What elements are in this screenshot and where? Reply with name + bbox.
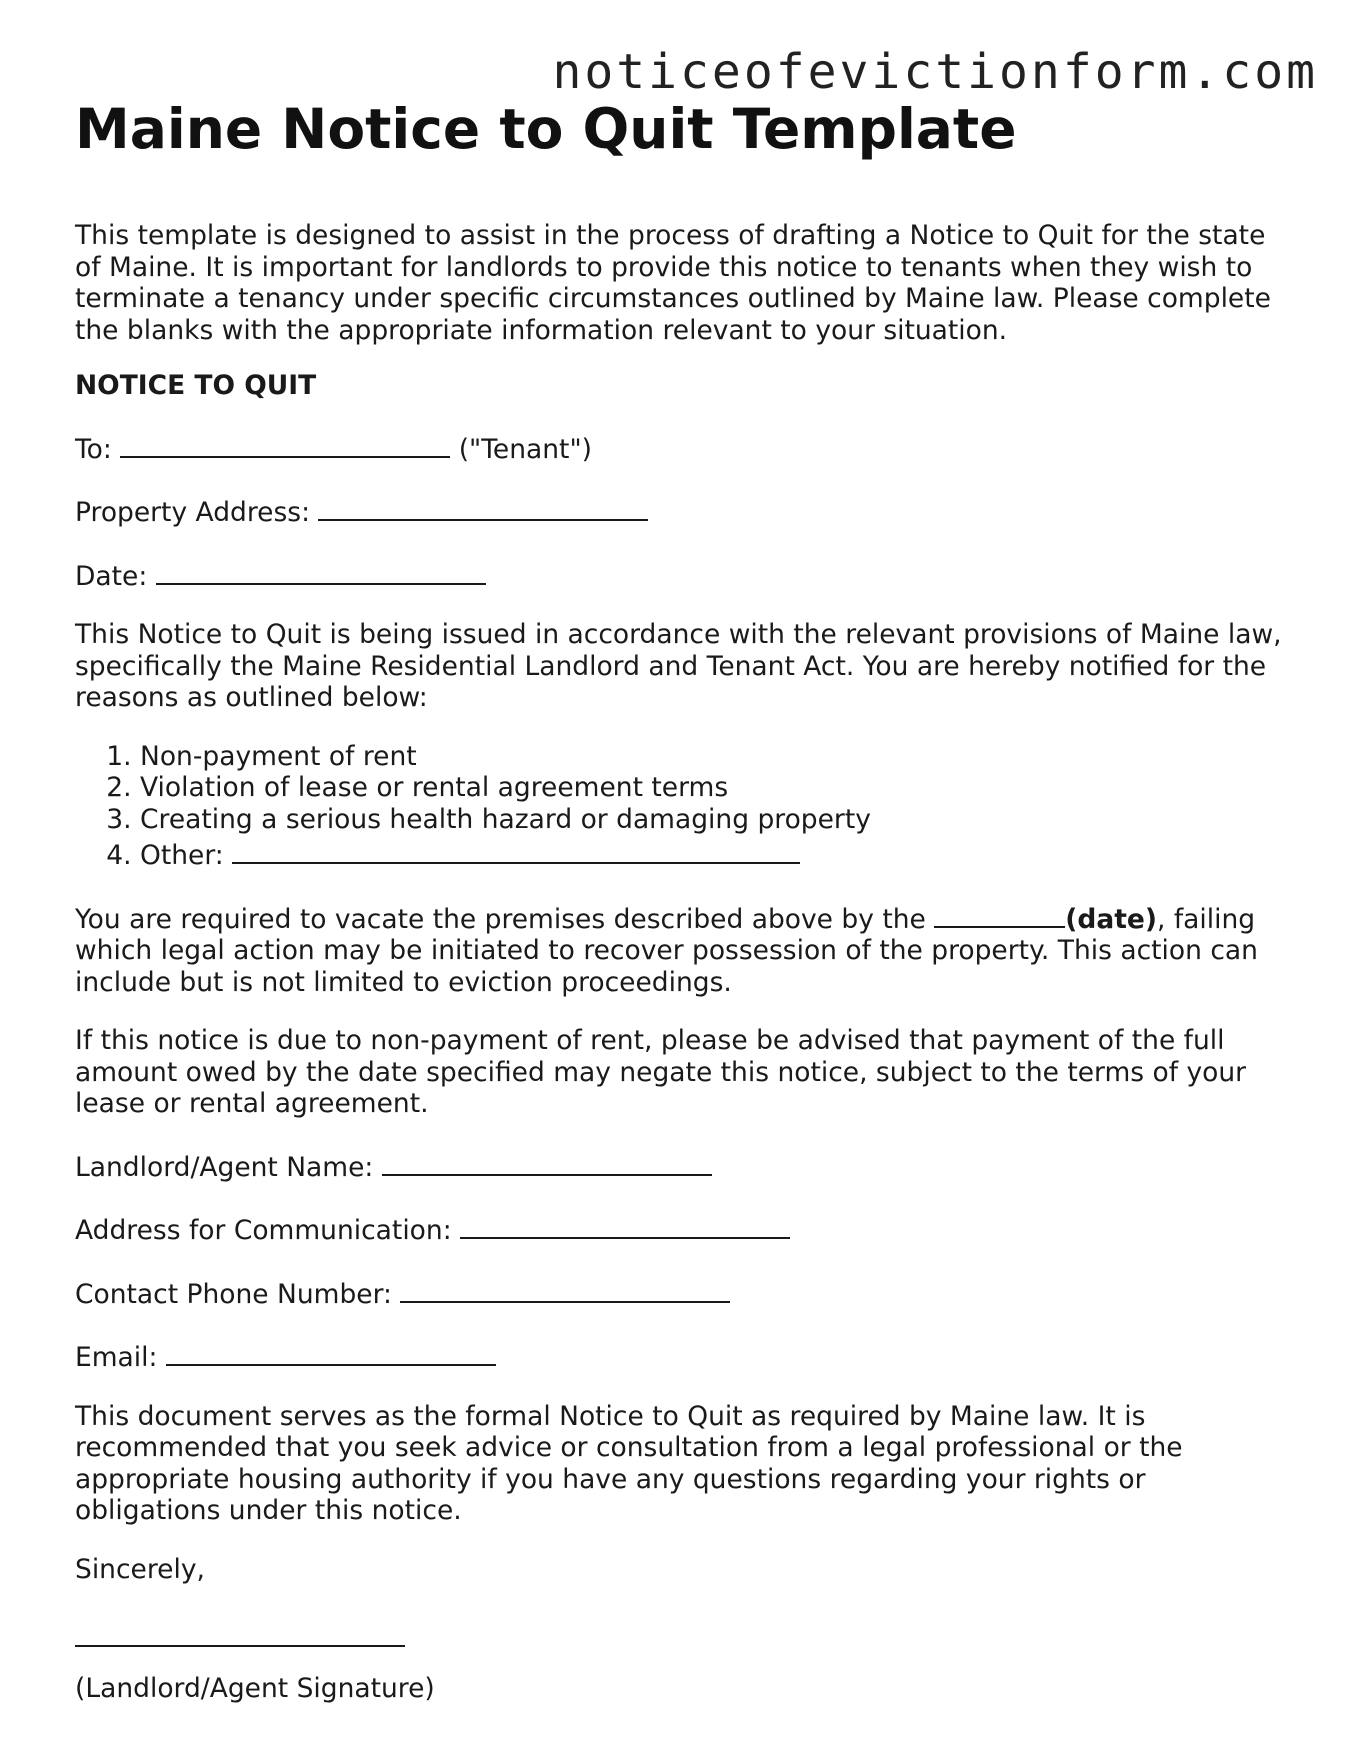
property-address-row [75, 492, 1290, 529]
vacate-date-blank[interactable] [934, 899, 1065, 928]
other-reason-blank[interactable] [232, 835, 800, 864]
contact-phone-label: Contact Phone Number: [75, 1278, 392, 1310]
document-page [75, 94, 1290, 1705]
vacate-text-after: , failing which legal action may be initiated to recover possession of the property. This action can include but is not limited to eviction proceedings. [75, 903, 1258, 998]
reason-item: 3. Creating a serious health hazard or damaging property [140, 804, 1290, 836]
communication-address-label: Address for Communication: [75, 1215, 452, 1246]
signature-label: (Landlord/Agent Signature) [75, 1673, 435, 1704]
landlord-name-label: Landlord/Agent Name: [75, 1151, 374, 1183]
signature-blank[interactable] [75, 1643, 405, 1647]
property-address-label: Property Address: [75, 497, 311, 528]
tenant-field-label: To: [75, 433, 112, 465]
vacate-text-before: You are required to vacate the premises described above by the [75, 903, 926, 935]
tenant-field-row [75, 429, 1290, 466]
email-blank[interactable] [166, 1337, 496, 1366]
intro-paragraph: This template is designed to assist in the process of drafting a Notice to Quit for the state of Maine. It is important for landlords to provide this notice to tenants when they wish to terminate a tenancy under specific circumstances outlined by Maine law. Please complete the blanks with the appropriate information relevant to your situation. [75, 220, 1271, 346]
issuance-paragraph: This Notice to Quit is being issued in accordance with the relevant provisions of Maine law, specifically the Maine Residential Landlord and Tenant Act. You are hereby notified for the reasons as outlined below: [75, 619, 1282, 713]
reason-item: 2. Violation of lease or rental agreement terms [140, 772, 1290, 804]
payment-paragraph: If this notice is due to non-payment of rent, please be advised that payment of the full amount owed by the date specified may negate this notice, subject to the terms of your lease or rental agreement. [75, 1025, 1247, 1119]
reason-item: 1. Non-payment of rent [140, 741, 1290, 773]
date-label: Date: [75, 560, 148, 592]
sign-off: Sincerely, [75, 1553, 205, 1585]
site-watermark: noticeofevictionform.com [552, 44, 1318, 100]
date-row [75, 556, 1290, 593]
tenant-field-suffix: ("Tenant") [458, 433, 592, 465]
landlord-name-row [75, 1147, 1290, 1184]
notice-heading: NOTICE TO QUIT [75, 370, 317, 401]
email-row [75, 1337, 1290, 1374]
communication-address-blank[interactable] [460, 1210, 790, 1239]
reason-item-other: 4. Other: [140, 835, 1290, 872]
contact-phone-row [75, 1274, 1290, 1311]
vacate-paragraph [75, 899, 1290, 999]
communication-address-row [75, 1210, 1290, 1247]
contact-phone-blank[interactable] [400, 1274, 730, 1303]
landlord-name-blank[interactable] [382, 1147, 712, 1176]
property-address-blank[interactable] [318, 492, 648, 521]
tenant-name-blank[interactable] [120, 429, 450, 458]
date-blank[interactable] [156, 556, 486, 585]
vacate-date-word: (date) [1065, 903, 1157, 935]
page-title: Maine Notice to Quit Template [75, 97, 1017, 161]
closing-paragraph: This document serves as the formal Notice to Quit as required by Maine law. It is recommended that you seek advice or consultation from a legal professional or the appropriate housing authority if you have any questions regarding your rights or obligations under this notice. [75, 1400, 1183, 1526]
email-label: Email: [75, 1342, 158, 1373]
reasons-list [75, 741, 1290, 872]
